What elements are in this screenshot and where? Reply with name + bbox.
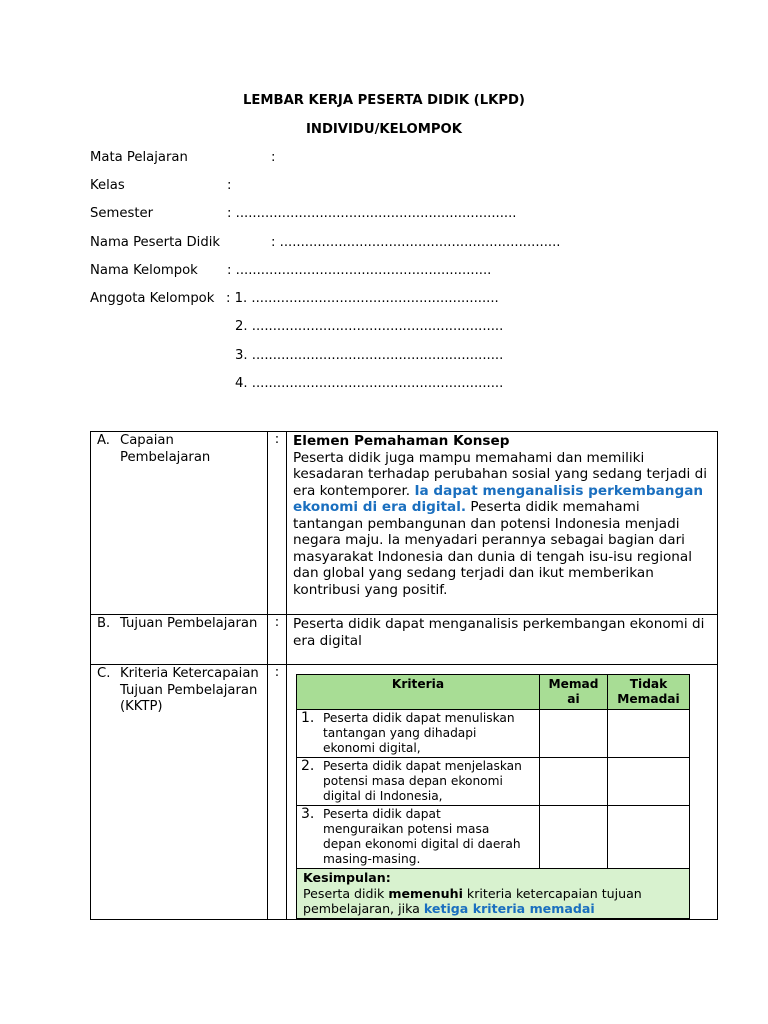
kriteria-number: 2. [301,758,315,774]
field-value: : ................................................................... [227,206,517,221]
header-memadai: Memad ai [540,675,608,710]
kesimpulan-row [297,869,690,919]
table-row-tujuan [91,615,718,665]
capaian-heading: Elemen Pemahaman Konsep [293,433,510,449]
kriteria-text: Peserta didik dapat menjelaskan potensi masa depan ekonomi digital di Indonesia, [323,759,522,803]
kesimpulan-title: Kesimpulan: [303,870,391,885]
kriteria-header-row [297,675,690,710]
table-row-capaian [91,432,718,615]
field-value: : ................................................................... [271,235,561,250]
row-colon: : [268,432,287,615]
lkpd-table [90,431,718,920]
capaian-content [287,432,717,599]
memadai-cell[interactable] [540,710,608,758]
field-label: Mata Pelajaran [90,150,188,165]
kesimpulan-text-2: kriteria ketercapaian tujuan pembelajaran, jika [303,885,642,916]
row-colon: : [268,665,287,920]
tujuan-content: Peserta didik dapat menganalisis perkembangan ekonomi di era digital [293,616,705,649]
memadai-cell[interactable] [540,806,608,869]
field-value: : [271,150,276,165]
field-value: : [227,178,232,193]
field-label: Anggota Kelompok [90,291,215,306]
kriteria-text: Peserta didik dapat menuliskan tantangan yang dihadapi ekonomi digital, [323,711,515,755]
row-label: C. Kriteria Ketercapaian Tujuan Pembelajaran (KKTP) [97,666,259,714]
row-colon: : [268,615,287,665]
memadai-cell[interactable] [540,758,608,806]
row-label: B. Tujuan Pembelajaran [97,616,258,631]
kriteria-number: 3. [301,806,315,822]
capaian-text: Peserta didik juga mampu memahami dan memiliki kesadaran terhadap perubahan sosial yang sedang terjadi di era kontemporer. [293,449,708,499]
kriteria-text: Peserta didik dapat menguraikan potensi masa depan ekonomi digital di daerah masing-masing. [323,807,521,866]
member-line: 3. ............................................................ [235,348,504,363]
table-row-kktp [91,665,718,920]
kriteria-row [297,710,690,758]
tidak-memadai-cell[interactable] [608,710,690,758]
tidak-memadai-cell[interactable] [608,806,690,869]
page-subtitle: INDIVIDU/KELOMPOK [306,122,462,137]
kriteria-table [296,674,690,919]
kriteria-row [297,806,690,869]
header-tidak-memadai: Tidak Memadai [608,675,690,710]
field-label: Semester [90,206,154,221]
kesimpulan-bold: memenuhi [388,885,463,901]
capaian-highlight: Ia dapat menganalisis perkembangan ekonomi di era digital. [293,482,704,515]
kriteria-number: 1. [301,710,315,726]
member-line: 4. ............................................................ [235,376,504,391]
kriteria-row [297,758,690,806]
field-label: Nama Kelompok [90,263,198,278]
field-label: Kelas [90,178,125,193]
kesimpulan-text: Peserta didik [303,885,385,901]
member-line: 2. ............................................................ [235,319,504,334]
field-value: : 1. ........................................................... [226,291,499,306]
header-kriteria: Kriteria [297,675,540,710]
page-title: LEMBAR KERJA PESERTA DIDIK (LKPD) [243,93,525,108]
kesimpulan-highlight: ketiga kriteria memadai [423,901,595,916]
row-label: A. Capaian Pembelajaran [97,433,211,465]
tidak-memadai-cell[interactable] [608,758,690,806]
capaian-text-2: Peserta didik memahami tantangan pembangunan dan potensi Indonesia menjadi negara maju. Ia menyadari perannya sebagai bagian dari masyarakat Indonesia dan dunia di tengah isu-isu regional dan global yang sedang terjadi dan ikut memberikan kontribusi yang positif. [293,499,693,598]
field-value: : ............................................................. [227,263,492,278]
field-label: Nama Peserta Didik [90,235,221,250]
